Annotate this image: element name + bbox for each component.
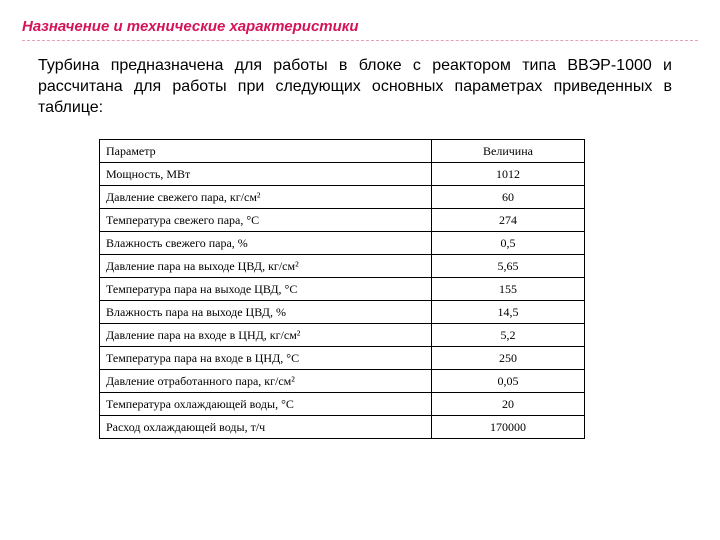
table-row [100, 370, 585, 393]
parameter-value-cell: 14,5 [432, 301, 585, 324]
table-row [100, 347, 585, 370]
table-row [100, 209, 585, 232]
parameter-name-cell: Влажность пара на выходе ЦВД, % [100, 301, 432, 324]
parameter-name-cell: Температура охлаждающей воды, °С [100, 393, 432, 416]
parameter-value-cell: 250 [432, 347, 585, 370]
table-row [100, 416, 585, 439]
parameter-value-cell: 1012 [432, 163, 585, 186]
title-divider [22, 40, 698, 41]
parameter-name-cell: Температура пара на входе в ЦНД, °С [100, 347, 432, 370]
table-row [100, 393, 585, 416]
parameter-value-cell: 20 [432, 393, 585, 416]
parameter-name-cell: Давление пара на выходе ЦВД, кг/см² [100, 255, 432, 278]
header-value: Величина [432, 140, 585, 163]
parameter-name-cell: Давление свежего пара, кг/см² [100, 186, 432, 209]
parameter-value-cell: 274 [432, 209, 585, 232]
parameter-value-cell: 170000 [432, 416, 585, 439]
intro-paragraph: Турбина предназначена для работы в блоке с реактором типа ВВЭР-1000 и рассчитана для работы при следующих основных параметрах приведенных в таблице: [38, 57, 672, 116]
table-row [100, 301, 585, 324]
slide-title: Назначение и технические характеристики [22, 18, 359, 35]
parameter-value-cell: 60 [432, 186, 585, 209]
parameter-value-cell: 5,65 [432, 255, 585, 278]
parameters-table [99, 139, 585, 439]
table-row [100, 163, 585, 186]
parameter-value-cell: 0,05 [432, 370, 585, 393]
parameter-value-cell: 155 [432, 278, 585, 301]
parameter-name-cell: Мощность, МВт [100, 163, 432, 186]
parameter-value-cell: 0,5 [432, 232, 585, 255]
table-header-row [100, 140, 585, 163]
table-row [100, 278, 585, 301]
parameter-name-cell: Давление отработанного пара, кг/см² [100, 370, 432, 393]
table-row [100, 232, 585, 255]
parameter-name-cell: Давление пара на входе в ЦНД, кг/см² [100, 324, 432, 347]
parameter-name-cell: Влажность свежего пара, % [100, 232, 432, 255]
parameter-value-cell: 5,2 [432, 324, 585, 347]
header-parameter: Параметр [100, 140, 432, 163]
table-row [100, 186, 585, 209]
parameter-name-cell: Температура свежего пара, °С [100, 209, 432, 232]
table-row [100, 255, 585, 278]
parameter-name-cell: Температура пара на выходе ЦВД, °С [100, 278, 432, 301]
table-row [100, 324, 585, 347]
parameter-name-cell: Расход охлаждающей воды, т/ч [100, 416, 432, 439]
